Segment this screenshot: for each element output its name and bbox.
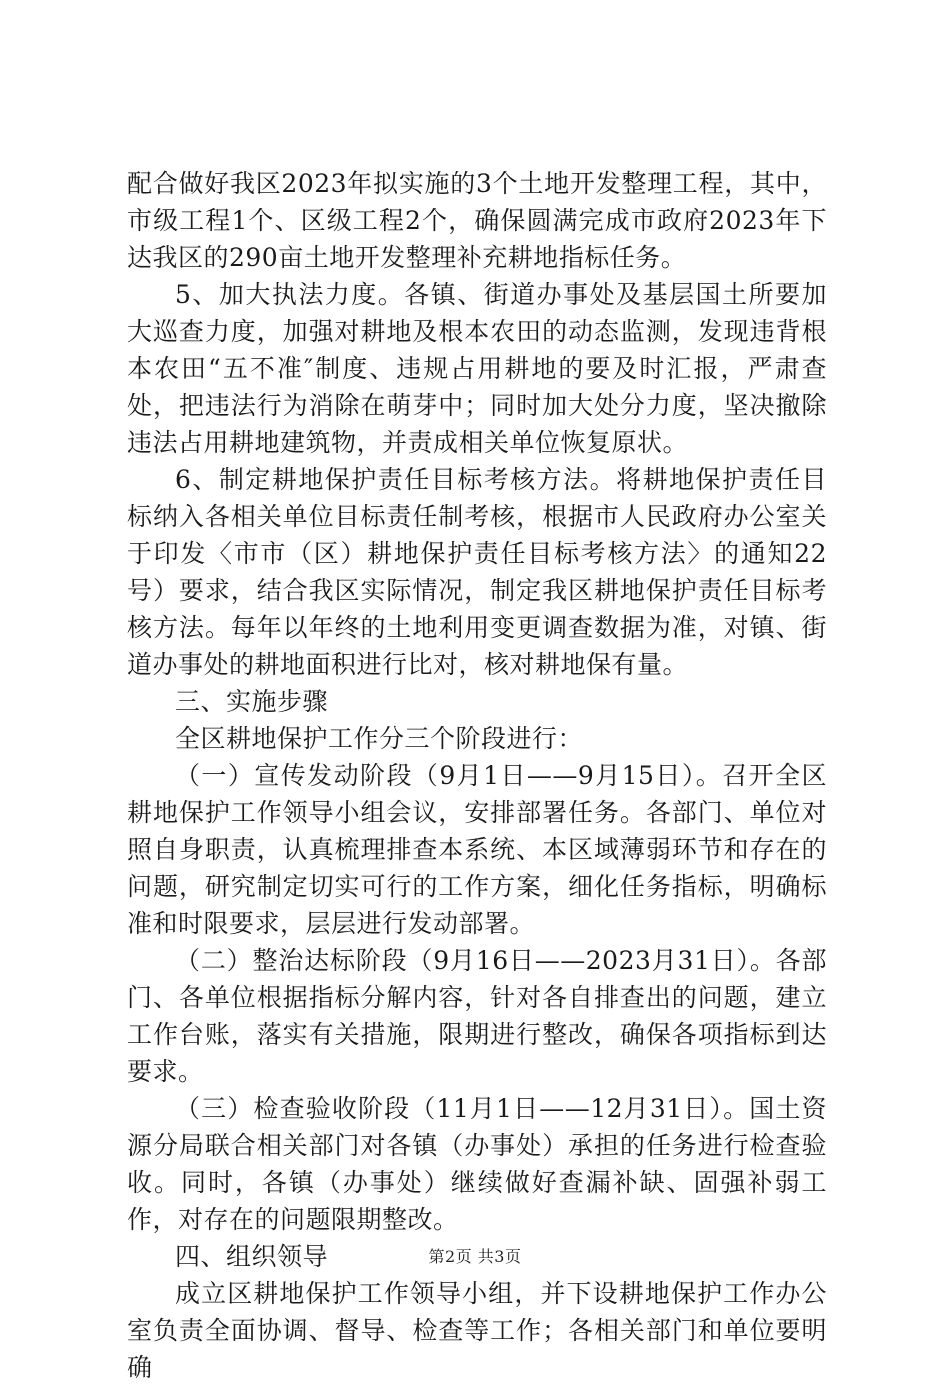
- paragraph-stage-2: （二）整治达标阶段（9月16日——2023月31日）。各部门、各单位根据指标分解内容，针对各自排查出的问题，建立工作台账，落实有关措施，限期进行整改，确保各项指标到达要求。: [127, 946, 827, 1086]
- section-heading-implementation-steps: 三、实施步骤: [175, 687, 329, 716]
- page-number-footer: 第2页 共3页: [428, 1247, 522, 1266]
- paragraph-continuation: 配合做好我区2023年拟实施的3个土地开发整理工程，其中，市级工程1个、区级工程2个，确保圆满完成市政府2023年下达我区的290亩土地开发整理补充耕地指标任务。: [127, 169, 827, 272]
- paragraph-item-6: 6、制定耕地保护责任目标考核方法。将耕地保护责任目标纳入各相关单位目标责任制考核，根据市人民政府办公室关于印发〈市市（区）耕地保护责任目标考核方法〉的通知22号）要求，结合我区实际情况，制定我区耕地保护责任目标考核方法。每年以年终的土地利用变更调查数据为准，对镇、街道办事处的耕地面积进行比对，核对耕地保有量。: [127, 465, 827, 679]
- paragraph-item-5: 5、加大执法力度。各镇、街道办事处及基层国土所要加大巡查力度，加强对耕地及根本农田的动态监测，发现违背根本农田“五不准″制度、违规占用耕地的要及时汇报，严肃查处，把违法行为消除在萌芽中；同时加大处分力度，坚决撤除违法占用耕地建筑物，并责成相关单位恢复原状。: [127, 280, 827, 457]
- paragraph-stage-3: （三）检查验收阶段（11月1日——12月31日）。国土资源分局联合相关部门对各镇（办事处）承担的任务进行检查验收。同时，各镇（办事处）继续做好查漏补缺、固强补弱工作，对存在的问题限期整改。: [127, 1094, 827, 1234]
- document-body: [127, 165, 827, 1386]
- paragraph-stages-intro: 全区耕地保护工作分三个阶段进行：: [175, 724, 584, 753]
- section-heading-organization: 四、组织领导: [175, 1242, 329, 1271]
- paragraph-stage-1: （一）宣传发动阶段（9月1日——9月15日）。召开全区耕地保护工作领导小组会议，安排部署任务。各部门、单位对照自身职责，认真梳理排查本系统、本区域薄弱环节和存在的问题，研究制定切实可行的工作方案，细化任务指标，明确标准和时限要求，层层进行发动部署。: [127, 761, 827, 938]
- paragraph-leadership-group: 成立区耕地保护工作领导小组，并下设耕地保护工作办公室负责全面协调、督导、检查等工作；各相关部门和单位要明确: [127, 1279, 827, 1382]
